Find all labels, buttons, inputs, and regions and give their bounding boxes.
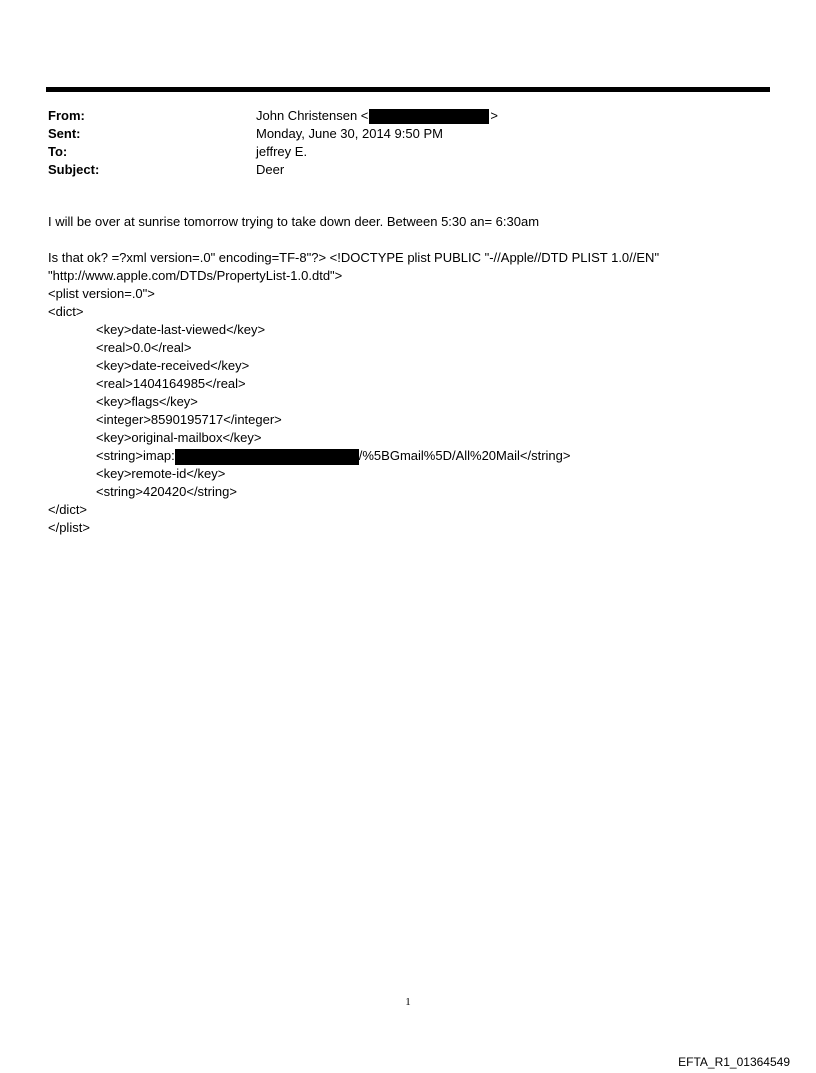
imap-prefix: <string>imap: [96,448,175,463]
from-close: > [490,108,498,123]
imap-suffix: /%5BGmail%5D/All%20Mail</string> [358,448,571,463]
to-row [48,143,748,161]
dict-line: <real>0.0</real> [96,340,192,355]
sent-label: Sent: [48,126,81,141]
dict-line: <key>date-received</key> [96,358,250,373]
to-label: To: [48,144,68,159]
body-line: I will be over at sunrise tomorrow trying to take down deer. Between 5:30 an= 6:30am [48,214,540,229]
to-value: jeffrey E. [256,144,308,159]
subject-label: Subject: [48,162,100,177]
document-id: EFTA_R1_01364549 [678,1055,790,1069]
sent-row [48,125,748,143]
subject-value: Deer [256,162,285,177]
dict-line: <real>1404164985</real> [96,376,246,391]
email-body [48,213,768,537]
dict-line: <key>date-last-viewed</key> [96,322,266,337]
imap-line [48,447,768,465]
body-line: </dict> [48,502,88,517]
dict-line: <key>remote-id</key> [96,466,226,481]
header-rule [46,87,770,92]
dict-line: <integer>8590195717</integer> [96,412,282,427]
body-line: <dict> [48,304,84,319]
sent-value: Monday, June 30, 2014 9:50 PM [256,126,443,141]
dict-line: <key>flags</key> [96,394,198,409]
body-line: "http://www.apple.com/DTDs/PropertyList-1.0.dtd"> [48,268,343,283]
body-line: <plist version=.0"> [48,286,155,301]
email-header [48,107,748,179]
dict-line: <string>420420</string> [96,484,237,499]
from-value [256,107,498,125]
dict-line: <key>original-mailbox</key> [96,430,262,445]
body-line: </plist> [48,520,90,535]
redacted-imap-address [175,449,359,465]
redacted-email [369,109,489,124]
from-row [48,107,748,125]
page-number: 1 [405,996,411,1008]
body-line: Is that ok? =?xml version=.0" encoding=TF-8"?> <!DOCTYPE plist PUBLIC "-//Apple//DTD PLIST 1.0//EN" [48,250,660,265]
spacer [48,231,768,249]
subject-row [48,161,748,179]
from-name: John Christensen < [256,108,369,123]
from-label: From: [48,108,85,123]
